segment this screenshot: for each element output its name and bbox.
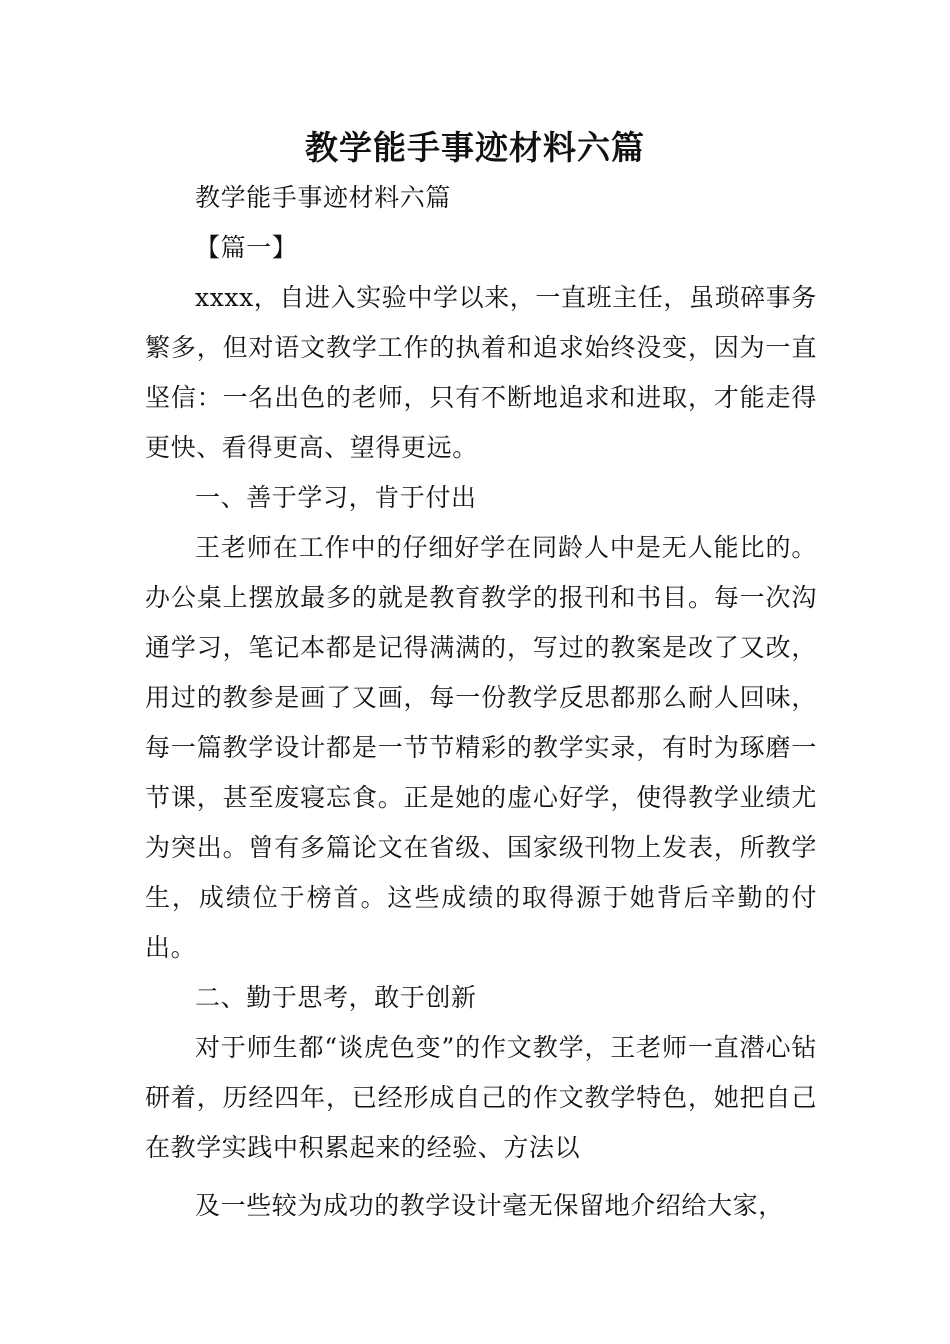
section-label-paragraph: 【篇一】 [195, 233, 298, 262]
thinking-body-paragraph: 对于师生都“谈虎色变”的作文教学，王老师一直潜心钻研着，历经四年，已经形成自己的作文教学特色，她把自己在教学实践中积累起来的经验、方法以 [145, 1033, 817, 1162]
subtitle-paragraph: 教学能手事迹材料六篇 [195, 183, 452, 212]
continuation-paragraph: 及一些较为成功的教学设计毫无保留地介绍给大家， [195, 1191, 784, 1220]
intro-paragraph: xxxx，自进入实验中学以来，一直班主任，虽琐碎事务繁多，但对语文教学工作的执着和追求始终没变，因为一直坚信：一名出色的老师，只有不断地追求和进取，才能走得更快、看得更高、望得更远。 [145, 283, 817, 462]
document-body [145, 173, 817, 1231]
heading-learning-paragraph: 一、善于学习，肯于付出 [195, 483, 477, 512]
heading-thinking-paragraph: 二、勤于思考，敢于创新 [195, 983, 477, 1012]
learning-body-paragraph: 王老师在工作中的仔细好学在同龄人中是无人能比的。办公桌上摆放最多的就是教育教学的报刊和书目。每一次沟通学习，笔记本都是记得满满的，写过的教案是改了又改，用过的教参是画了又画，每一份教学反思都那么耐人回味，每一篇教学设计都是一节节精彩的教学实录，有时为琢磨一节课，甚至废寝忘食。正是她的虚心好学，使得教学业绩尤为突出。曾有多篇论文在省级、国家级刊物上发表，所教学生，成绩位于榜首。这些成绩的取得源于她背后辛勤的付出。 [145, 533, 817, 962]
document-title: 教学能手事迹材料六篇 [305, 128, 645, 167]
